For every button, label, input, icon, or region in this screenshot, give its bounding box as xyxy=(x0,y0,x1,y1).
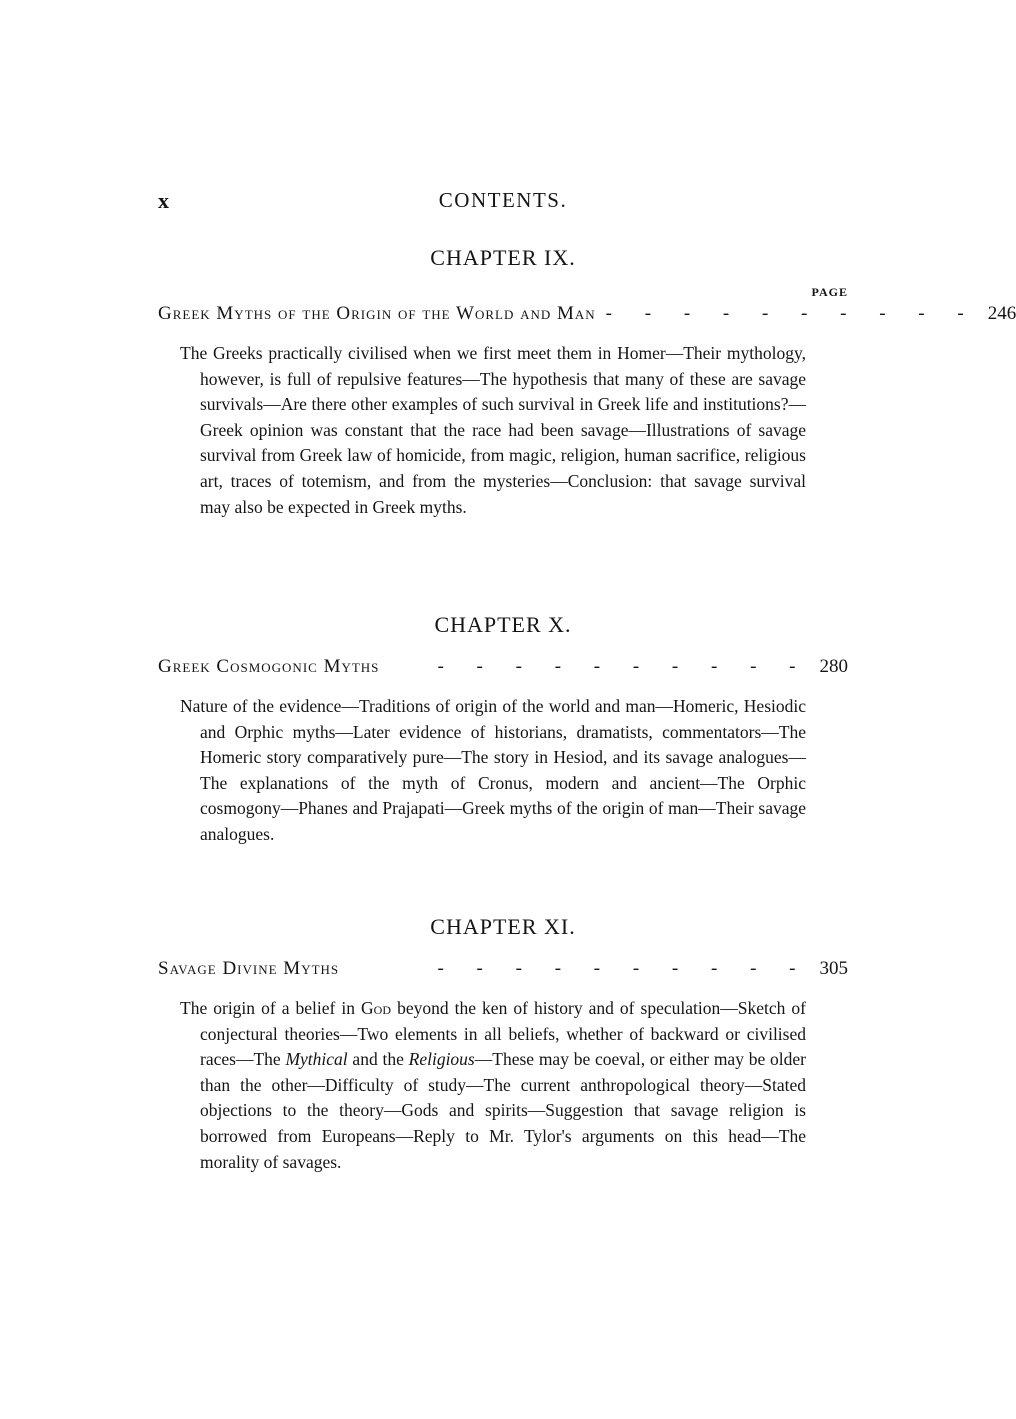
page-number: 280 xyxy=(819,656,848,677)
running-head xyxy=(158,188,848,218)
chapter-xi xyxy=(158,914,848,1175)
dot-leader: - - - - - - - - - - xyxy=(437,958,810,979)
summary-mythical: Mythical xyxy=(285,1049,348,1070)
page-column-label: PAGE xyxy=(811,285,848,299)
chapter-ix xyxy=(158,245,1016,520)
summary-text: beyond the ken of history and of speculation—Sketch of conjectural theories—Two elements in all beliefs, whether of backward or civilised races—The xyxy=(200,998,806,1070)
summary-religious: Religious xyxy=(408,1049,475,1070)
dot-leader: - - - - - - - - - - xyxy=(605,303,978,324)
chapter-x xyxy=(158,612,848,848)
chapter-title: Greek Myths of the Origin of the World and Man xyxy=(158,303,596,324)
chapter-heading: CHAPTER XI. xyxy=(430,914,576,939)
chapter-summary xyxy=(180,996,806,1175)
chapter-title: Savage Divine Myths xyxy=(158,958,340,979)
page-number: 305 xyxy=(819,958,848,979)
chapter-summary: The Greeks practically civilised when we first meet them in Homer—Their mythology, however, is full of repulsive features—The hypothesis that many of these are savage survivals—Are there other examples of such survival in Greek life and institutions?—Greek opinion was constant that the race had been savage—Illustrations of savage survival from Greek law of homicide, from magic, religion, human sacrifice, religious art, traces of totemism, and from the mysteries—Conclusion: that savage survival may also be expected in Greek myths. xyxy=(180,343,806,517)
chapter-heading: CHAPTER IX. xyxy=(430,245,576,270)
summary-text: The origin of a belief in xyxy=(180,998,362,1018)
dot-leader: - - - - - - - - - - xyxy=(437,656,810,677)
running-title: CONTENTS. xyxy=(438,188,568,212)
toc-entry xyxy=(158,303,1016,325)
page-numeral: x xyxy=(158,188,169,213)
summary-god: God xyxy=(361,998,392,1018)
page-number: 246 xyxy=(987,303,1016,324)
chapter-title: Greek Cosmogonic Myths xyxy=(158,656,380,677)
chapter-summary: Nature of the evidence—Traditions of origin of the world and man—Homeric, Hesiodic and Orphic myths—Later evidence of historians, dramatists, commentators—The Homeric story comparatively pure—The story in Hesiod, and its savage analogues—The explanations of the myth of Cronus, modern and ancient—The Orphic cosmogony—Phanes and Prajapati—Greek myths of the origin of man—Their savage analogues. xyxy=(180,696,806,844)
toc-entry xyxy=(158,958,848,980)
chapter-heading: CHAPTER X. xyxy=(434,612,572,637)
summary-text: —These may be coeval, or either may be older than the other—Difficulty of study—The current anthropological theory—Stated objections to the theory—Gods and spirits—Suggestion that savage religion is borrowed from Europeans—Reply to Mr. Tylor's arguments on this head—The morality of savages. xyxy=(200,1049,806,1172)
summary-text: and the xyxy=(347,1049,409,1070)
toc-entry xyxy=(158,656,848,678)
